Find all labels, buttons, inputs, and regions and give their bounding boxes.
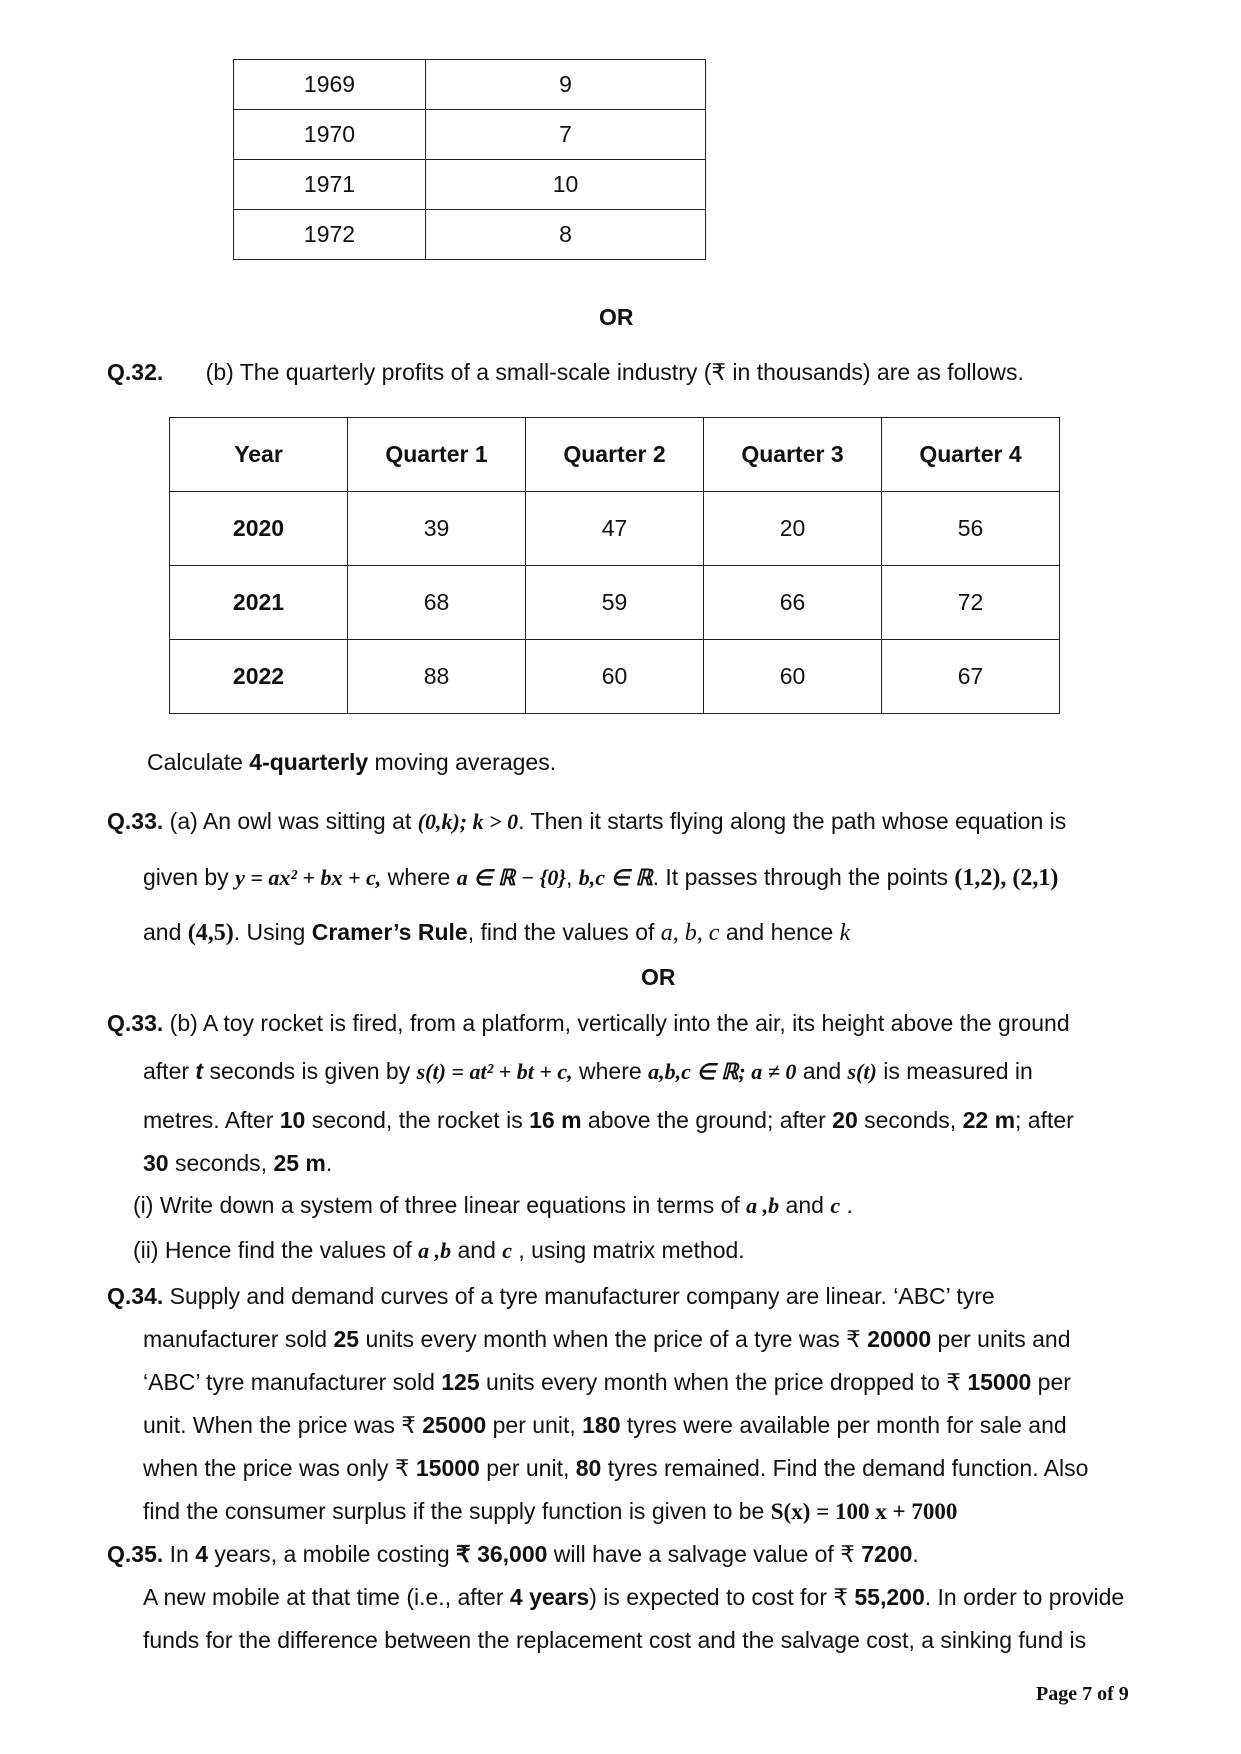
table-cell: 7: [426, 110, 706, 160]
q33b-line-1: [107, 1008, 1070, 1038]
text-run: .: [840, 1192, 853, 1218]
bold-text: 20: [832, 1107, 858, 1133]
table-cell: 88: [348, 640, 526, 714]
text-run: is measured in: [876, 1058, 1033, 1084]
text-run: Calculate: [147, 749, 250, 775]
q35-line-1: [107, 1539, 919, 1569]
q33b-part-i: [133, 1190, 853, 1221]
table-row: [170, 640, 1060, 714]
math-expression: c: [502, 1238, 513, 1263]
text-run: given by: [143, 864, 236, 890]
bold-text: 30: [143, 1150, 169, 1176]
table-cell: 1971: [234, 160, 426, 210]
text-run: seconds,: [857, 1107, 963, 1133]
text-run: . Using: [233, 919, 312, 945]
question-number: Q.33.: [107, 1010, 164, 1036]
table-row: [170, 492, 1060, 566]
table-row: [234, 210, 706, 260]
text-run: manufacturer sold: [143, 1326, 334, 1352]
column-header: Year: [170, 418, 348, 492]
table-cell: 60: [526, 640, 704, 714]
question-number: Q.35.: [107, 1541, 164, 1567]
q35-line-2: [143, 1582, 1124, 1612]
year-value-table: [233, 59, 706, 260]
text-run: after: [143, 1058, 196, 1084]
question-text: (b) The quarterly profits of a small-scale industry (₹ in thousands) are as follows.: [205, 359, 1024, 385]
bold-text: 15000: [415, 1455, 480, 1481]
table-cell: 47: [526, 492, 704, 566]
text-run: per unit,: [486, 1412, 583, 1438]
text-run: (ii) Hence find the values of: [133, 1237, 419, 1263]
bold-text: 55,200: [854, 1584, 925, 1610]
table-row: [234, 160, 706, 210]
text-run: and hence: [719, 919, 840, 945]
math-expression: s(t): [847, 1059, 877, 1084]
text-run: metres. After: [143, 1107, 280, 1133]
bold-text: Cramer’s Rule: [311, 919, 468, 945]
table-cell: 2022: [170, 640, 348, 714]
text-run: ) is expected to cost for ₹: [589, 1584, 855, 1610]
column-header: Quarter 4: [882, 418, 1060, 492]
text-run: and: [451, 1237, 503, 1263]
table-cell: 1972: [234, 210, 426, 260]
text-run: ‘ABC’ tyre manufacturer sold: [143, 1369, 442, 1395]
text-run: ; after: [1015, 1107, 1074, 1133]
text-run: when the price was only ₹: [143, 1455, 416, 1481]
math-expression: a ,b: [418, 1238, 452, 1263]
table-cell: 56: [882, 492, 1060, 566]
math-expression: S(x) = 100 x + 7000: [770, 1499, 958, 1524]
table-cell: 10: [426, 160, 706, 210]
q33b-part-ii: [133, 1235, 745, 1266]
q32-task: [147, 747, 556, 777]
text-run: above the ground; after: [581, 1107, 833, 1133]
text-run: ,: [565, 864, 579, 890]
math-expression: (1,2), (2,1): [954, 865, 1059, 891]
text-run: per: [1031, 1369, 1071, 1395]
text-run: seconds,: [168, 1150, 274, 1176]
q33b-line-3: [143, 1105, 1074, 1135]
bold-text: 22 m: [962, 1107, 1016, 1133]
math-expression: s(t) = at² + bt + c,: [416, 1059, 573, 1084]
text-run: and: [143, 919, 188, 945]
text-run: years, a mobile costing: [208, 1541, 457, 1567]
table-cell: 9: [426, 60, 706, 110]
text-run: find the consumer surplus if the supply function is given to be: [143, 1498, 771, 1524]
text-run: .: [325, 1150, 333, 1176]
text-run: A new mobile at that time (i.e., after: [143, 1584, 510, 1610]
bold-text: 125: [441, 1369, 480, 1395]
text-run: units every month when the price of a tyre was ₹: [359, 1326, 868, 1352]
table-cell: 68: [348, 566, 526, 640]
math-expression: c: [830, 1193, 841, 1218]
bold-text: 20000: [867, 1326, 932, 1352]
table-cell: 66: [704, 566, 882, 640]
table-cell: 72: [882, 566, 1060, 640]
text-run: . In order to provide: [924, 1584, 1125, 1610]
bold-text: 4: [195, 1541, 209, 1567]
text-run: and: [779, 1192, 831, 1218]
question-number: Q.32.: [107, 359, 164, 385]
bold-text: 4-quarterly: [249, 749, 369, 775]
q33a-line-2: [143, 862, 1058, 893]
table-cell: 1969: [234, 60, 426, 110]
or-separator: OR: [599, 304, 634, 330]
bold-text: 80: [575, 1455, 602, 1481]
text-run: (b) A toy rocket is fired, from a platform, vertically into the air, its height above the ground: [163, 1010, 1070, 1036]
math-expression: a ∈ ℝ − {0}: [456, 865, 566, 890]
q33a-line-1: [107, 806, 1066, 837]
table-cell: 39: [348, 492, 526, 566]
math-expression: b,c ∈ ℝ: [578, 865, 653, 890]
bold-text: 4 years: [509, 1584, 590, 1610]
text-run: , using matrix method.: [512, 1237, 745, 1263]
text-run: tyres remained. Find the demand function. Also: [601, 1455, 1089, 1481]
bold-text: 16 m: [529, 1107, 582, 1133]
question-number: Q.33.: [107, 808, 164, 834]
bold-text: 180: [582, 1412, 621, 1438]
q34-line-2: [143, 1324, 1071, 1354]
q34-line-6: [143, 1496, 957, 1527]
math-expression: a,b,c ∈ ℝ; a ≠ 0: [648, 1059, 797, 1084]
math-expression: a, b, c: [660, 920, 720, 946]
bold-text: 15000: [967, 1369, 1032, 1395]
math-expression: a ,b: [746, 1193, 780, 1218]
text-run: tyres were available per month for sale and: [620, 1412, 1067, 1438]
variable-t: t: [195, 1058, 204, 1084]
q32-prompt: [107, 357, 1024, 387]
q35-line-3: funds for the difference between the replacement cost and the salvage cost, a sinking fund is: [143, 1627, 1087, 1653]
table-row: [234, 60, 706, 110]
text-run: units every month when the price dropped to ₹: [479, 1369, 968, 1395]
text-run: and: [796, 1058, 848, 1084]
text-run: Supply and demand curves of a tyre manufacturer company are linear. ‘ABC’ tyre: [163, 1283, 995, 1309]
text-run: (i) Write down a system of three linear equations in terms of: [133, 1192, 747, 1218]
text-run: seconds is given by: [203, 1058, 417, 1084]
q33b-line-4: [143, 1148, 332, 1178]
table-cell: 67: [882, 640, 1060, 714]
bold-text: 25: [333, 1326, 360, 1352]
text-run: .: [912, 1541, 919, 1567]
or-separator: OR: [641, 964, 676, 990]
text-run: where: [572, 1058, 649, 1084]
table-cell: 20: [704, 492, 882, 566]
column-header: Quarter 3: [704, 418, 882, 492]
q33a-line-3: [143, 917, 850, 948]
table-cell: 59: [526, 566, 704, 640]
text-run: second, the rocket is: [305, 1107, 530, 1133]
math-expression: (4,5): [187, 920, 234, 946]
bold-text: 25000: [422, 1412, 487, 1438]
math-expression: (0,k); k > 0: [417, 809, 519, 834]
column-header: Quarter 2: [526, 418, 704, 492]
text-run: per units and: [931, 1326, 1071, 1352]
text-run: where: [381, 864, 457, 890]
table-cell: 1970: [234, 110, 426, 160]
text-run: moving averages.: [368, 749, 557, 775]
question-number: Q.34.: [107, 1283, 164, 1309]
q33b-line-2: [143, 1056, 1033, 1087]
text-run: unit. When the price was ₹: [143, 1412, 423, 1438]
table-row: [234, 110, 706, 160]
table-cell: 2020: [170, 492, 348, 566]
bold-text: ₹ 36,000: [456, 1541, 548, 1567]
text-run: . It passes through the points: [652, 864, 955, 890]
table-header-row: [170, 418, 1060, 492]
table-row: [170, 566, 1060, 640]
q34-line-3: [143, 1367, 1071, 1397]
bold-text: 7200: [861, 1541, 913, 1567]
text-run: , find the values of: [467, 919, 661, 945]
text-run: per unit,: [479, 1455, 576, 1481]
quarterly-profits-table: [169, 417, 1060, 714]
bold-text: 10: [279, 1107, 306, 1133]
q34-line-4: [143, 1410, 1067, 1440]
text-run: will have a salvage value of ₹: [547, 1541, 862, 1567]
math-expression: y = ax² + bx + c,: [235, 865, 382, 890]
text-run: In: [163, 1541, 196, 1567]
column-header: Quarter 1: [348, 418, 526, 492]
text-run: . Then it starts flying along the path whose equation is: [518, 808, 1067, 834]
table-cell: 60: [704, 640, 882, 714]
q34-line-5: [143, 1453, 1088, 1483]
table-cell: 8: [426, 210, 706, 260]
q34-line-1: [107, 1281, 995, 1311]
math-expression: k: [839, 920, 851, 946]
text-run: (a) An owl was sitting at: [163, 808, 418, 834]
bold-text: 25 m: [273, 1150, 326, 1176]
page-number: Page 7 of 9: [1036, 1683, 1129, 1705]
table-cell: 2021: [170, 566, 348, 640]
